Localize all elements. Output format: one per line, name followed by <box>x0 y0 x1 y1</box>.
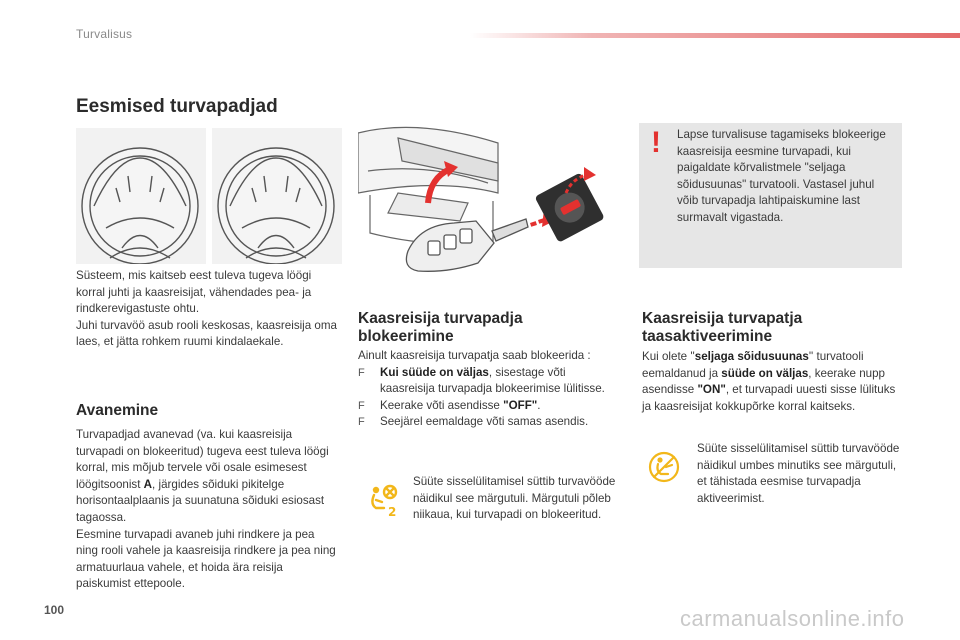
intro-text <box>76 268 338 351</box>
svg-text:2: 2 <box>388 505 397 518</box>
key-switch-illustration <box>358 123 618 298</box>
reactivation-heading: Kaasreisija turvapatja taasaktiveerimine <box>642 310 803 345</box>
list-item: F Keerake võti asendisse "OFF". <box>358 398 541 412</box>
reactivation-text: Kui olete ''seljaga sõidusuunas'' turvatooli eemaldanud ja süüde on väljas, keerake nupp asendisse "ON", et turvapadi uuesti sisse lülituks ja kaasreisijat kokkupõrke korral kaitseks. <box>642 350 896 413</box>
header-rule <box>470 33 960 38</box>
deactivation-heading: Kaasreisija turvapadja blokeerimine <box>358 310 523 345</box>
intro-paragraph-2: Juhi turvavöö asub rooli keskosas, kaasreisija oma laes, et jätta rohkem ruumi kindalaekale. <box>76 318 337 349</box>
opening-paragraph-1: Turvapadjad avanevad (va. kui kaasreisija turvapadi on blokeeritud) tugeva eest tuleva löögi korral, mis mõjub tervele või osale esimesest löögitsoonist A, järgides sõiduki pikitelge horisontaalplaanis ja suunatuna sõiduki esiosast tagaossa. <box>76 428 329 524</box>
warning-text: Lapse turvalisuse tagamiseks blokeerige kaasreisija eesmine turvapadi, kui paigaldate kõrvalistmele "seljaga sõidusuunas" turvatooli. Vastasel juhul võib turvapadja lahtipaiskumine last surmavalt vigastada. <box>677 128 886 224</box>
airbag-illustration <box>76 128 342 264</box>
airbag-off-indicator-icon <box>366 484 400 518</box>
section-header: Turvalisus <box>76 27 133 41</box>
intro-paragraph-1: Süsteem, mis kaitseb eest tuleva tugeva löögi korral juhti ja kaasreisijat, vähendades pea- ja rindkerevigastuste ohtu. <box>76 269 312 316</box>
watermark: carmanualsonline.info <box>680 606 905 631</box>
list-item: F Seejärel eemaldage võti samas asendis. <box>358 415 589 429</box>
warning-icon: ! <box>651 126 661 159</box>
deactivation-note: Süüte sisselülitamisel süttib turvavööde näidikul see märgutuli. Märgutuli põleb niikaua, kui turvapadi on blokeeritud. <box>413 475 616 522</box>
deactivation-steps <box>358 365 620 431</box>
deactivation-text <box>358 348 620 431</box>
page-number: 100 <box>44 603 65 617</box>
opening-heading: Avanemine <box>76 402 159 419</box>
airbag-on-indicator-icon <box>646 449 682 485</box>
opening-text <box>76 427 338 593</box>
deactivation-intro: Ainult kaasreisija turvapatja saab blokeerida : <box>358 349 591 362</box>
page-title: Eesmised turvapadjad <box>76 96 278 117</box>
opening-paragraph-2: Eesmine turvapadi avaneb juhi rindkere ja pea ning rooli vahele ja kaasreisija rindkere ja pea ning armatuurlaua vahele, et hoida ära reisija paiskumist ettepoole. <box>76 527 336 591</box>
reactivation-note: Süüte sisselülitamisel süttib turvavööde näidikul umbes minutiks see märgutuli, et tähistada eesmise turvapadja aktiveerimist. <box>697 442 900 505</box>
list-item: F Kui süüde on väljas, sisestage võti kaasreisija turvapadja blokeerimise lülitisse. <box>358 365 605 396</box>
